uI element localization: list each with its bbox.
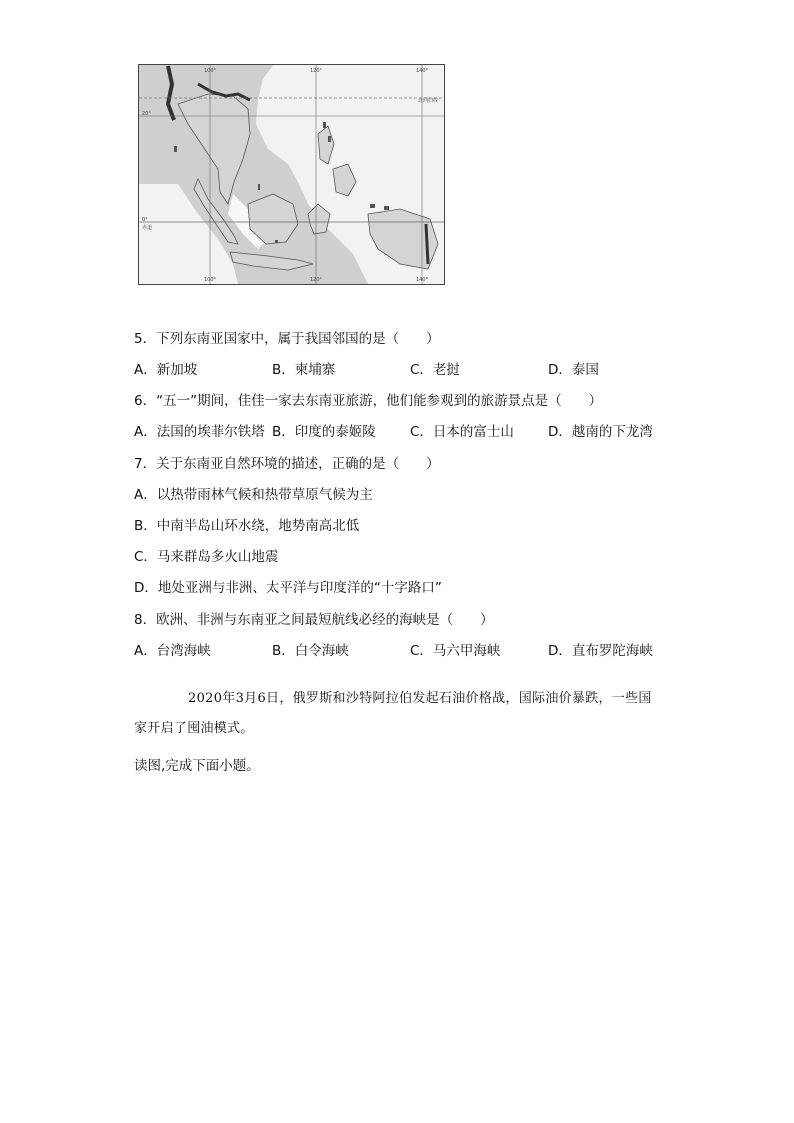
question-6-option-c[interactable]: C．日本的富士山 [410, 424, 514, 440]
question-8-option-b[interactable]: B．白令海峡 [272, 643, 349, 659]
question-8-option-a[interactable]: A．台湾海峡 [134, 643, 211, 659]
question-7-option-b[interactable]: B．中南半岛山环水绕，地势南高北低 [134, 518, 360, 534]
question-8-option-d[interactable]: D．直布罗陀海峡 [548, 643, 653, 659]
question-7-option-c[interactable]: C．马来群岛多火山地震 [134, 549, 279, 565]
question-6-option-a[interactable]: A．法国的埃菲尔铁塔 [134, 424, 265, 440]
question-5-option-a[interactable]: A．新加坡 [134, 362, 198, 378]
question-5-option-b[interactable]: B．柬埔寨 [272, 362, 336, 378]
question-8-option-c[interactable]: C．马六甲海峡 [410, 643, 501, 659]
instruction-text: 读图,完成下面小题。 [134, 758, 260, 774]
passage-text: 2020年3月6日，俄罗斯和沙特阿拉伯发起石油价格战，国际油价暴跌，一些国家开启了囤油模式。 [134, 691, 652, 736]
question-5-option-c[interactable]: C．老挝 [410, 362, 460, 378]
map-lon-120-label: 120° [309, 68, 323, 74]
southeast-asia-map [138, 64, 445, 285]
question-6-stem: 6．“五一”期间，佳佳一家去东南亚旅游，他们能参观到的旅游景点是（ ） [134, 393, 603, 409]
map-lon-140-label: 140° [415, 68, 429, 74]
map-tropic-label: 北回归线 [418, 98, 439, 104]
question-7-option-a[interactable]: A．以热带雨林气候和热带草原气候为主 [134, 487, 373, 503]
question-6-option-b[interactable]: B．印度的泰姬陵 [272, 424, 376, 440]
question-7-option-d[interactable]: D．地处亚洲与非洲、太平洋与印度洋的“十字路口” [134, 580, 442, 596]
map-lon-100-label: 100° [203, 68, 217, 74]
question-5-stem: 5．下列东南亚国家中，属于我国邻国的是（ ） [134, 331, 440, 347]
map-lon-120-bottom-label: 120° [309, 277, 323, 283]
map-lon-100-bottom-label: 100° [203, 277, 217, 283]
map-equator-label: 赤道 [142, 225, 153, 231]
map-lat-0-label: 0° [142, 217, 148, 223]
map-lon-140-bottom-label: 140° [415, 277, 429, 283]
question-7-stem: 7．关于东南亚自然环境的描述，正确的是（ ） [134, 456, 440, 472]
question-5-option-d[interactable]: D．泰国 [548, 362, 599, 378]
question-8-stem: 8．欧洲、非洲与东南亚之间最短航线必经的海峡是（ ） [134, 612, 494, 628]
map-lat-20-label: 20° [142, 111, 151, 117]
question-6-option-d[interactable]: D．越南的下龙湾 [548, 424, 653, 440]
